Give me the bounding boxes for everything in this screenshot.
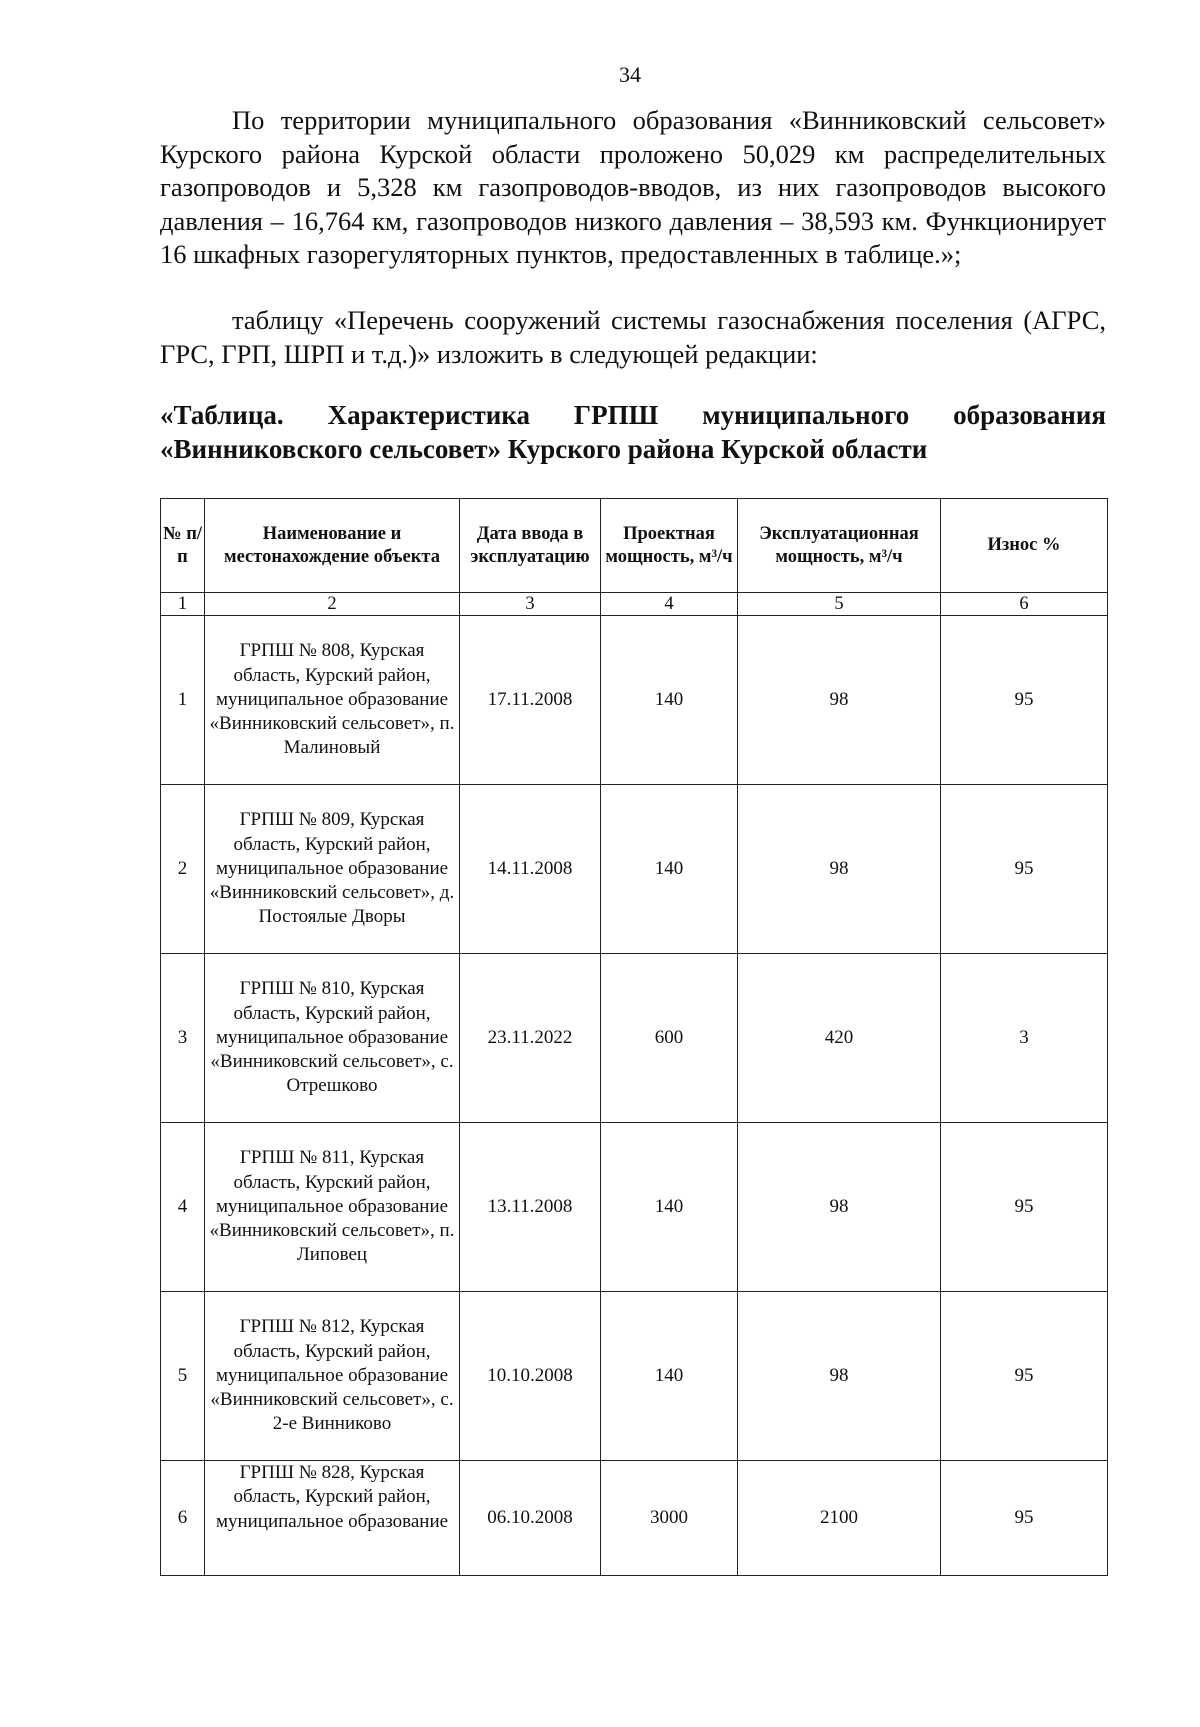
row-date: 13.11.2008 [460,1123,601,1292]
row-num: 3 [161,954,205,1123]
row-date: 06.10.2008 [460,1461,601,1576]
table-row [161,1123,1108,1292]
paragraph-1: По территории муниципального образования «Винниковский сельсовет» Курского района Курской области проложено 50,029 км распределительных газопроводов и 5,328 км газопроводов-вводов, из них газопроводов высокого давления – 16,764 км, газопроводов низкого давления – 38,593 км. Функционирует 16 шкафных газорегуляторных пунктов, предоставленных в таблице.»; [160,105,1106,269]
table-row [161,616,1108,785]
row-wear: 95 [941,616,1108,785]
column-number: 3 [460,593,601,616]
header-num: № п/п [161,499,205,593]
table-title-line-2: «Винниковского сельсовет» Курского района Курской области [160,434,928,464]
row-name: ГРПШ № 828, Курская область, Курский район, муниципальное образование [205,1461,460,1576]
row-wear: 95 [941,1461,1108,1576]
row-wear: 95 [941,1123,1108,1292]
row-operational-capacity: 98 [738,785,941,954]
table-title [160,398,1106,466]
header-name: Наименование и местонахождение объекта [205,499,460,593]
row-wear: 95 [941,1292,1108,1461]
column-number: 2 [205,593,460,616]
row-wear: 3 [941,954,1108,1123]
row-date: 10.10.2008 [460,1292,601,1461]
paragraph-2: таблицу «Перечень сооружений системы газоснабжения поселения (АГРС, ГРС, ГРП, ШРП и т.д.)» изложить в следующей редакции: [160,305,1106,369]
table-row [161,1292,1108,1461]
column-number-row [161,593,1108,616]
row-operational-capacity: 2100 [738,1461,941,1576]
row-design-capacity: 140 [601,1123,738,1292]
header-operational-capacity: Эксплуатационная мощность, м³/ч [738,499,941,593]
row-date: 23.11.2022 [460,954,601,1123]
row-design-capacity: 600 [601,954,738,1123]
row-wear: 95 [941,785,1108,954]
row-design-capacity: 3000 [601,1461,738,1576]
column-number: 1 [161,593,205,616]
row-design-capacity: 140 [601,616,738,785]
row-num: 4 [161,1123,205,1292]
table-row [161,954,1108,1123]
table-row [161,1461,1108,1576]
row-name: ГРПШ № 810, Курская область, Курский район, муниципальное образование «Винниковский сельсовет», с. Отрешково [205,954,460,1123]
row-operational-capacity: 98 [738,1292,941,1461]
row-name: ГРПШ № 808, Курская область, Курский район, муниципальное образование «Винниковский сельсовет», п. Малиновый [205,616,460,785]
row-design-capacity: 140 [601,785,738,954]
row-name: ГРПШ № 811, Курская область, Курский район, муниципальное образование «Винниковский сельсовет», п. Липовец [205,1123,460,1292]
row-num: 5 [161,1292,205,1461]
row-operational-capacity: 98 [738,1123,941,1292]
row-num: 1 [161,616,205,785]
page-number: 34 [619,62,641,87]
header-date: Дата ввода в эксплуатацию [460,499,601,593]
row-name: ГРПШ № 809, Курская область, Курский район, муниципальное образование «Винниковский сельсовет», д. Постоялые Дворы [205,785,460,954]
intro-paragraph [160,104,1106,272]
row-date: 17.11.2008 [460,616,601,785]
row-operational-capacity: 98 [738,616,941,785]
row-num: 6 [161,1461,205,1576]
row-name: ГРПШ № 812, Курская область, Курский район, муниципальное образование «Винниковский сельсовет», с. 2-е Винниково [205,1292,460,1461]
table-row [161,785,1108,954]
row-operational-capacity: 420 [738,954,941,1123]
row-num: 2 [161,785,205,954]
table-title-line-1: «Таблица. Характеристика ГРПШ муниципального образования [160,400,1106,430]
column-number: 5 [738,593,941,616]
table-header-row [161,499,1108,593]
grpsh-table [160,498,1108,1576]
instruction-paragraph [160,304,1106,371]
column-number: 4 [601,593,738,616]
column-number: 6 [941,593,1108,616]
header-design-capacity: Проектная мощность, м³/ч [601,499,738,593]
row-date: 14.11.2008 [460,785,601,954]
header-wear: Износ % [941,499,1108,593]
row-design-capacity: 140 [601,1292,738,1461]
